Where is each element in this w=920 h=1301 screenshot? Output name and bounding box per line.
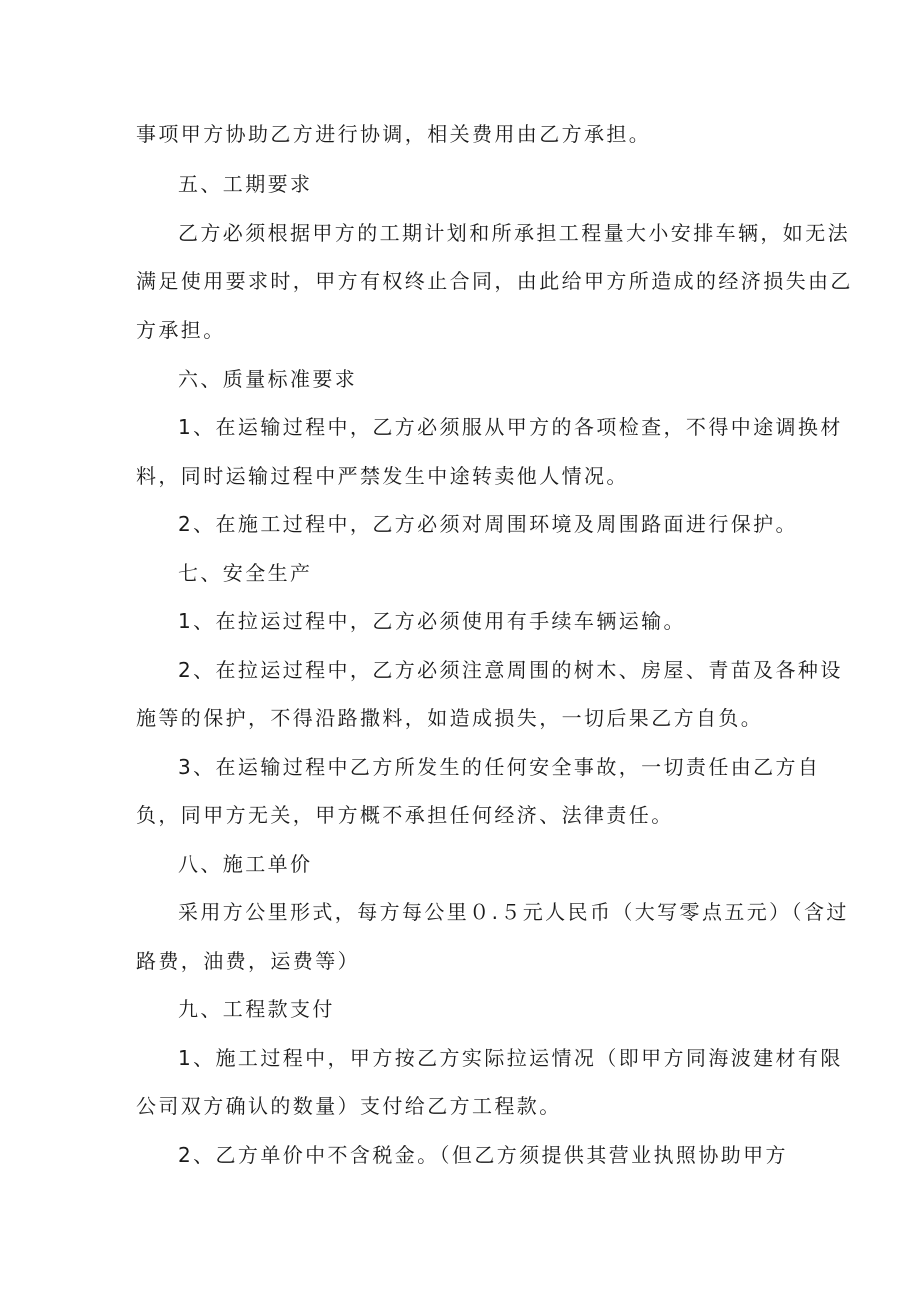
paragraph-line: 事项甲方协助乙方进行协调，相关费用由乙方承担。 bbox=[136, 122, 652, 146]
paragraph-line: 路费，油费，运费等） bbox=[136, 949, 360, 973]
paragraph-line: 3、在运输过程中乙方所发生的任何安全事故，一切责任由乙方自 bbox=[178, 755, 821, 779]
paragraph-line: 1、在拉运过程中，乙方必须使用有手续车辆运输。 bbox=[178, 609, 686, 633]
section-heading-payment: 九、工程款支付 bbox=[178, 997, 335, 1021]
section-heading-schedule: 五、工期要求 bbox=[178, 172, 313, 196]
section-heading-quality: 六、质量标准要求 bbox=[178, 367, 358, 391]
paragraph-line: 2、在拉运过程中，乙方必须注意周围的树木、房屋、青苗及各种设 bbox=[178, 658, 843, 682]
paragraph-line: 2、乙方单价中不含税金。（但乙方须提供其营业执照协助甲方 bbox=[178, 1143, 788, 1167]
section-heading-safety: 七、安全生产 bbox=[178, 561, 313, 585]
paragraph-line: 负，同甲方无关，甲方概不承担任何经济、法律责任。 bbox=[136, 803, 674, 827]
paragraph-line: 乙方必须根据甲方的工期计划和所承担工程量大小安排车辆，如无法 bbox=[178, 221, 850, 245]
paragraph-line: 采用方公里形式，每方每公里０.５元人民币（大写零点五元）（含过 bbox=[178, 900, 849, 924]
paragraph-line: 1、施工过程中，甲方按乙方实际拉运情况（即甲方同海波建材有限 bbox=[178, 1046, 843, 1070]
paragraph-line: 1、在运输过程中，乙方必须服从甲方的各项检查，不得中途调换材 bbox=[178, 415, 843, 439]
paragraph-line: 公司双方确认的数量）支付给乙方工程款。 bbox=[136, 1094, 562, 1118]
paragraph-line: 施等的保护，不得沿路撒料，如造成损失，一切后果乙方自负。 bbox=[136, 706, 764, 730]
paragraph-line: 料，同时运输过程中严禁发生中途转卖他人情况。 bbox=[136, 464, 629, 488]
paragraph-line: 方承担。 bbox=[136, 318, 226, 342]
paragraph-line: 2、在施工过程中，乙方必须对周围环境及周围路面进行保护。 bbox=[178, 512, 798, 536]
paragraph-line: 满足使用要求时，甲方有权终止合同，由此给甲方所造成的经济损失由乙 bbox=[136, 269, 853, 293]
section-heading-unit-price: 八、施工单价 bbox=[178, 852, 313, 876]
